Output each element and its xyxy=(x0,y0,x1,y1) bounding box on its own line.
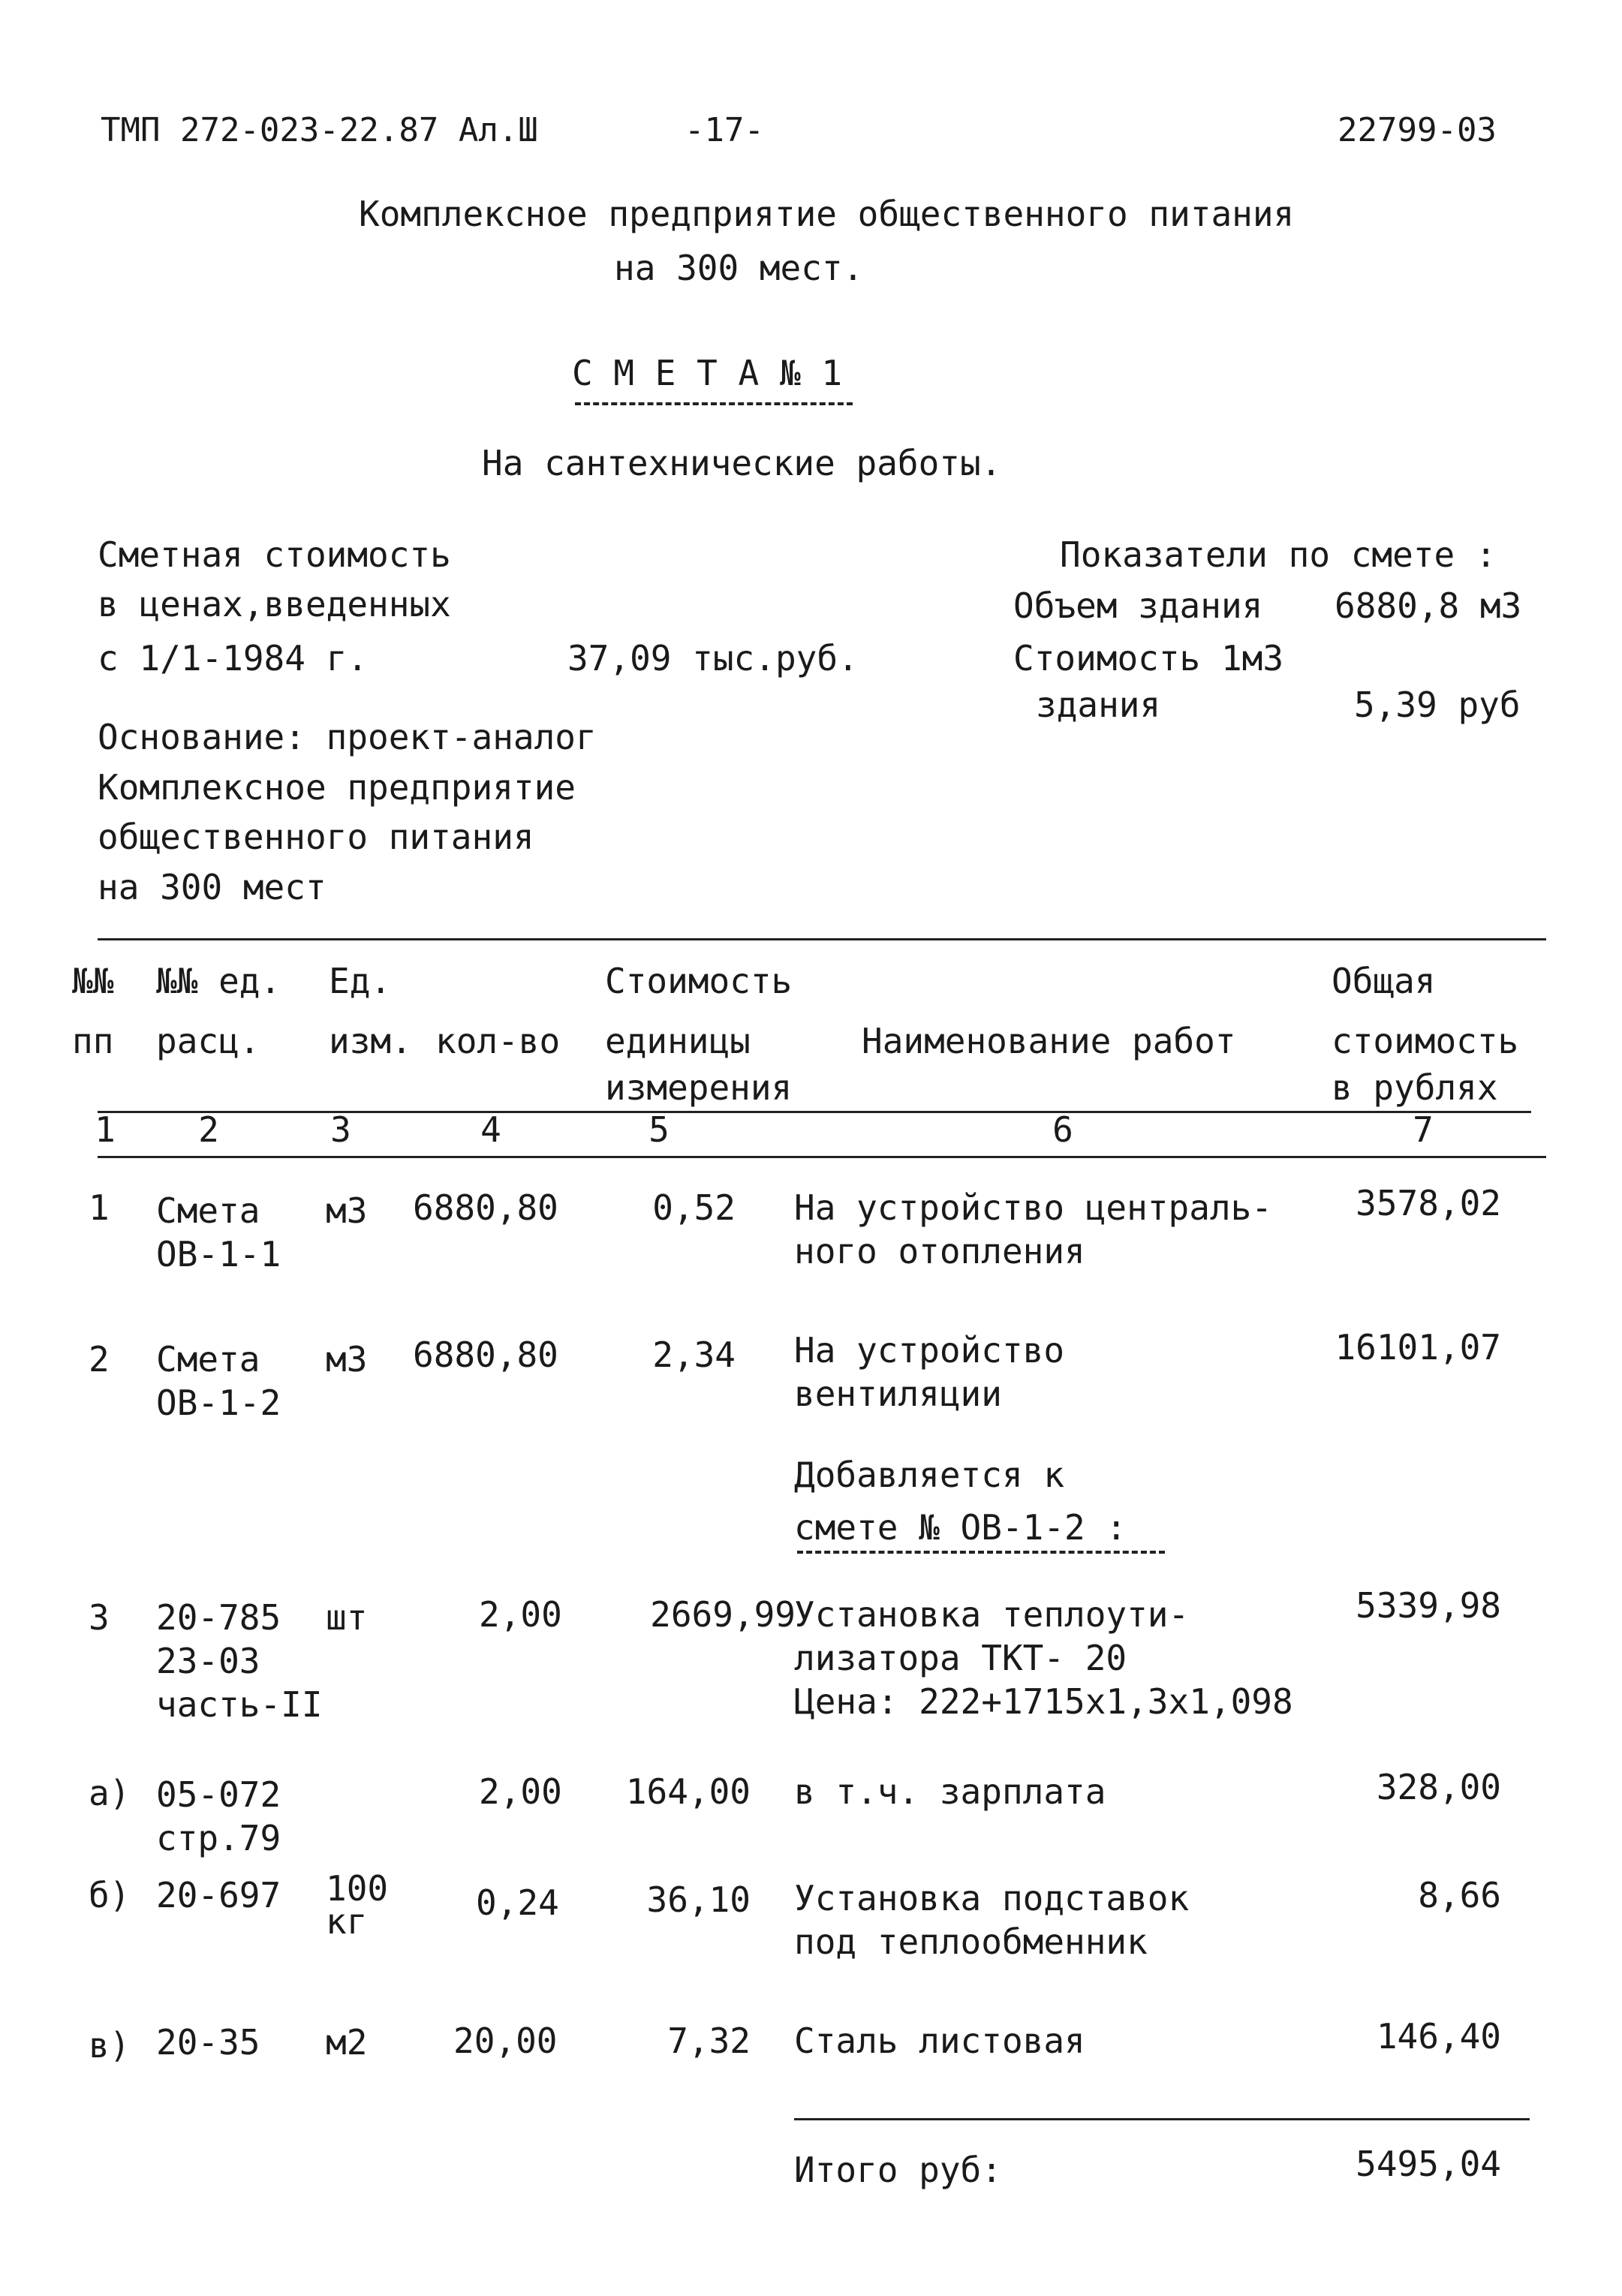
row-unit-price: 36,10 xyxy=(646,1879,751,1920)
header-col7-b: стоимость xyxy=(1332,1021,1519,1061)
row-code: 20-697 xyxy=(156,1875,281,1915)
indicators-cost-label-2: здания xyxy=(1036,685,1161,725)
cost-amount: 37,09 тыс.руб. xyxy=(567,638,859,679)
header-col2-a: №№ ед. xyxy=(156,961,281,1001)
row-number: в) xyxy=(89,2025,131,2066)
row-unit-price: 0,52 xyxy=(652,1187,736,1228)
indicators-volume-label: Объем здания xyxy=(1013,585,1263,626)
header-col3-a: Ед. xyxy=(329,961,392,1001)
title-line-2: на 300 мест. xyxy=(614,248,864,288)
header-rule xyxy=(98,1111,1531,1113)
note-underline xyxy=(797,1551,1165,1554)
indicators-heading: Показатели по смете : xyxy=(1060,534,1497,575)
row-work-name: Добавляется к смете № ОВ-1-2 : xyxy=(794,1455,1127,1548)
row-code: 05-072 стр.79 xyxy=(156,1774,281,1858)
header-col7-a: Общая xyxy=(1332,961,1436,1001)
indicators-cost-label-1: Стоимость 1м3 xyxy=(1013,638,1284,679)
row-quantity: 20,00 xyxy=(453,2021,558,2061)
header-col3-b: изм. xyxy=(329,1021,412,1061)
row-total: 8,66 xyxy=(1418,1875,1501,1915)
basis-line-3: общественного питания xyxy=(98,817,534,857)
row-code: 20-785 23-03 часть-II xyxy=(156,1597,323,1725)
row-total: 3578,02 xyxy=(1356,1183,1501,1223)
basis-line-4: на 300 мест xyxy=(98,867,327,907)
header-col7-c: в рублях xyxy=(1332,1067,1498,1108)
title-line-1: Комплексное предприятие общественного питания xyxy=(359,194,1295,234)
row-number: 2 xyxy=(89,1339,110,1380)
row-unit: шт xyxy=(326,1597,368,1638)
col-number-7: 7 xyxy=(1413,1109,1434,1150)
cost-line-3: с 1/1-1984 г. xyxy=(98,638,369,679)
indicators-cost-value: 5,39 руб xyxy=(1354,685,1521,725)
header-col5-c: измерения xyxy=(605,1067,793,1108)
row-unit: м3 xyxy=(326,1339,368,1380)
col-number-3: 3 xyxy=(330,1109,351,1150)
document-number: 22799-03 xyxy=(1338,111,1497,149)
col-number-5: 5 xyxy=(648,1109,670,1150)
total-label: Итого руб: xyxy=(794,2150,1002,2190)
col-number-4: 4 xyxy=(480,1109,501,1150)
smeta-title-underline xyxy=(575,402,853,405)
indicators-volume-value: 6880,8 м3 xyxy=(1335,585,1522,626)
column-number-rule xyxy=(98,1156,1546,1158)
row-unit: м2 xyxy=(326,2022,368,2063)
row-unit: м3 xyxy=(326,1190,368,1231)
row-total: 146,40 xyxy=(1376,2016,1501,2057)
row-work-name: На устройство вентиляции xyxy=(794,1330,1065,1414)
header-col5-b: единицы xyxy=(605,1021,751,1061)
row-work-name: в т.ч. зарплата xyxy=(794,1771,1106,1812)
cost-line-2: в ценах,введенных xyxy=(98,584,451,624)
cost-line-1: Сметная стоимость xyxy=(98,534,451,575)
row-work-name: Сталь листовая xyxy=(794,2021,1085,2061)
row-code: Смета ОВ-1-1 xyxy=(156,1190,281,1274)
row-work-name: Установка теплоути- лизатора ТКТ- 20 Цена: 222+1715х1,3х1,098 xyxy=(794,1594,1293,1722)
row-unit-price: 2,34 xyxy=(652,1335,736,1375)
total-value: 5495,04 xyxy=(1356,2144,1501,2184)
row-unit: 100 кг xyxy=(326,1868,389,1942)
row-quantity: 6880,80 xyxy=(413,1335,558,1375)
row-unit-price: 164,00 xyxy=(625,1771,751,1812)
smeta-title: С М Е Т А № 1 xyxy=(572,353,843,393)
basis-line-2: Комплексное предприятие xyxy=(98,767,576,808)
document-code: ТМП 272-023-22.87 Ал.Ш xyxy=(101,111,538,149)
row-number: 3 xyxy=(89,1597,110,1638)
col-number-2: 2 xyxy=(198,1109,219,1150)
row-code: 20-35 xyxy=(156,2022,260,2063)
row-quantity: 2,00 xyxy=(479,1771,562,1812)
row-total: 5339,98 xyxy=(1356,1585,1501,1626)
row-number: 1 xyxy=(89,1187,110,1228)
row-quantity: 2,00 xyxy=(479,1594,562,1635)
row-quantity: 6880,80 xyxy=(413,1187,558,1228)
page-number: -17- xyxy=(685,111,764,149)
row-code: Смета ОВ-1-2 xyxy=(156,1339,281,1423)
row-number: б) xyxy=(89,1875,131,1915)
table-top-rule xyxy=(98,938,1546,940)
basis-line-1: Основание: проект-аналог xyxy=(98,717,597,757)
row-total: 16101,07 xyxy=(1335,1327,1501,1368)
row-number: а) xyxy=(89,1773,131,1813)
header-col1-b: пп xyxy=(72,1021,114,1061)
row-unit-price: 7,32 xyxy=(667,2021,751,2061)
smeta-subtitle: На сантехнические работы. xyxy=(482,443,1002,483)
row-work-name: На устройство централь- ного отопления xyxy=(794,1187,1272,1271)
total-rule xyxy=(794,2118,1530,2120)
row-quantity: 0,24 xyxy=(476,1882,559,1923)
header-col2-b: расц. xyxy=(156,1021,260,1061)
header-col4: кол-во xyxy=(435,1021,561,1061)
row-unit-price: 2669,99 xyxy=(650,1594,796,1635)
row-work-name: Установка подставок под теплообменник xyxy=(794,1878,1190,1962)
row-total: 328,00 xyxy=(1376,1767,1501,1807)
col-number-6: 6 xyxy=(1052,1109,1073,1150)
header-col1-a: №№ xyxy=(72,961,114,1001)
header-col5-a: Стоимость xyxy=(605,961,793,1001)
header-col6: Наименование работ xyxy=(862,1021,1236,1061)
col-number-1: 1 xyxy=(95,1109,116,1150)
